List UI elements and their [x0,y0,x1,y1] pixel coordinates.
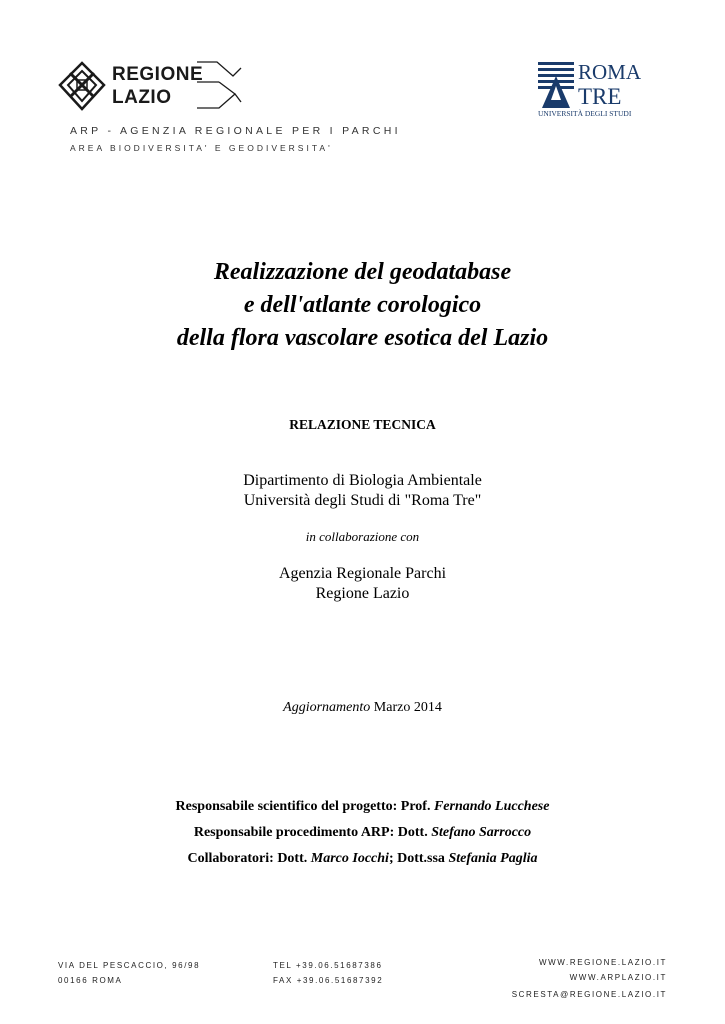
collab-name-2: Stefania Paglia [448,851,538,866]
footer-fax: FAX +39.06.51687392 [273,976,384,985]
area-name: AREA BIODIVERSITA' E GEODIVERSITA' [70,143,333,153]
procedure-name: Stefano Sarrocco [431,825,532,840]
logo-lazio-text: LAZIO [112,87,172,108]
title-line-2: e dell'atlante corologico [243,292,482,318]
lazio-emblem-icon [57,60,107,112]
scientific-label: Responsabile scientifico del progetto: Prof. [175,799,431,814]
collab-name-1: Marco Iocchi [310,851,389,866]
update-line [0,700,725,716]
roma-tre-emblem-icon [538,62,574,108]
credit-collaborators [0,851,725,867]
footer-address-1: VIA DEL PESCACCIO, 96/98 [58,961,201,970]
partner-block [0,564,725,604]
department-line-2: Università degli Studi di "Roma Tre" [243,492,482,509]
roma-tre-logo [538,60,650,122]
footer-tel: TEL +39.06.51687386 [273,961,383,970]
partner-line-2: Regione Lazio [315,585,410,602]
report-type: RELAZIONE TECNICA [289,417,436,432]
scientific-name: Fernando Lucchese [433,799,550,814]
collaboration-text: in collaborazione con [305,529,420,544]
logo-tre-text: TRE [578,84,622,109]
regione-lazio-logo [57,60,242,112]
partner-line-1: Agenzia Regionale Parchi [278,565,447,582]
credit-scientific [0,799,725,815]
agency-name: ARP - AGENZIA REGIONALE PER I PARCHI [70,125,401,137]
procedure-label: Responsabile procedimento ARP: Dott. [193,825,428,840]
department-line-1: Dipartimento di Biologia Ambientale [243,472,482,489]
footer-web-2[interactable]: WWW.ARPLAZIO.IT [569,973,667,982]
update-date: Marzo 2014 [373,700,442,715]
footer-email[interactable]: SCRESTA@REGIONE.LAZIO.IT [511,990,667,999]
collab-separator: ; Dott.ssa [388,851,445,866]
credit-procedure [0,825,725,841]
logo-university-text: UNIVERSITÀ DEGLI STUDI [538,109,632,118]
logo-chevron-icon [197,60,242,112]
footer-web-1[interactable]: WWW.REGIONE.LAZIO.IT [539,958,667,967]
department-block [0,471,725,511]
collab-label: Collaboratori: Dott. [187,851,308,866]
logo-roma-text: ROMA [578,60,642,84]
logo-regione-text: REGIONE [112,64,204,85]
title-line-1: Realizzazione del geodatabase [213,259,512,285]
footer-address-2: 00166 ROMA [58,976,123,985]
document-title [0,256,725,355]
update-label: Aggiornamento [283,700,371,715]
title-line-3: della flora vascolare esotica del Lazio [176,325,549,351]
